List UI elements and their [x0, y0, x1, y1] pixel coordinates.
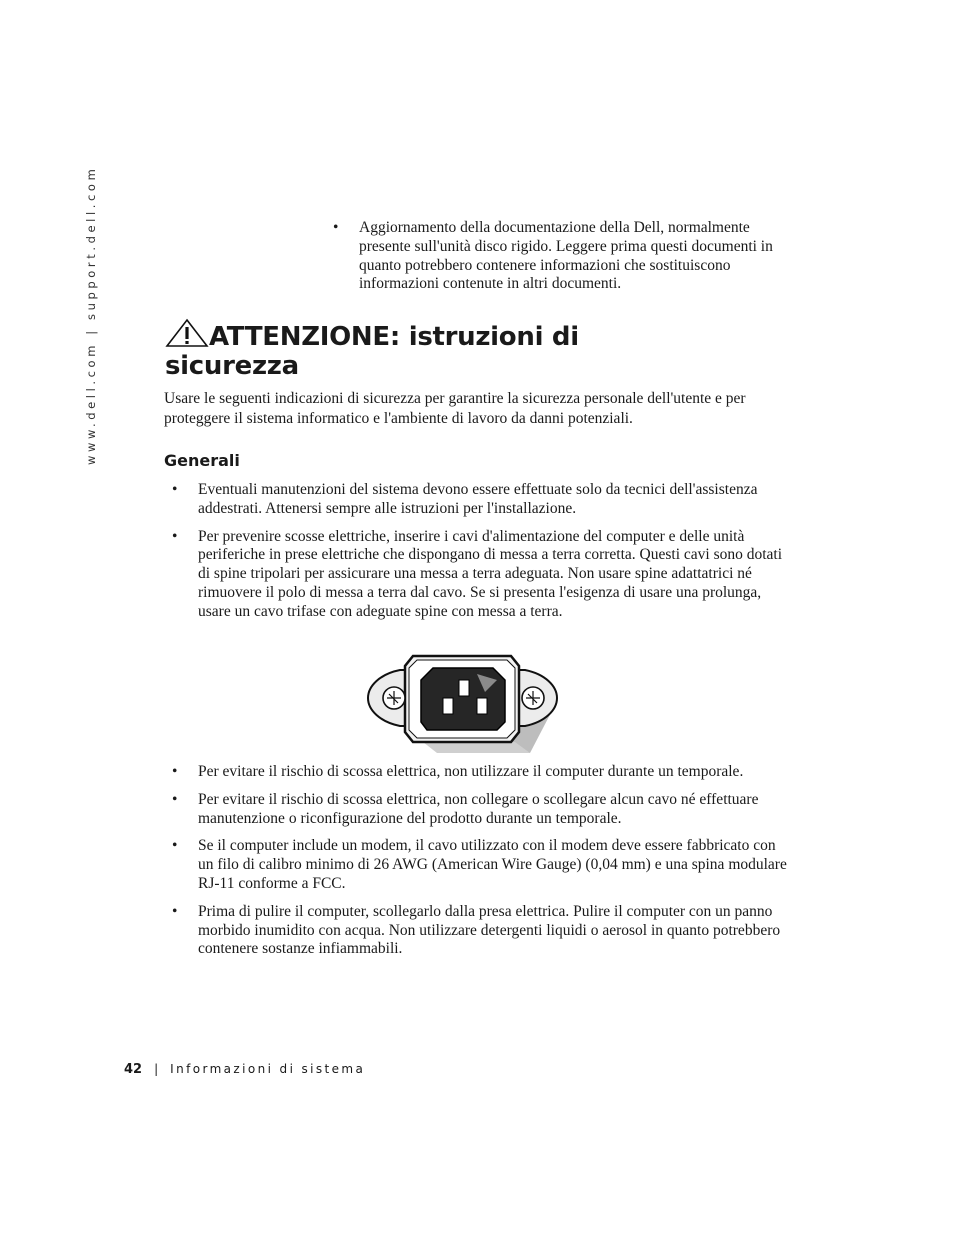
list-item-text: Prima di pulire il computer, scollegarlo dalla presa elettrica. Pulire il computer con un panno morbido inumidito con acqua. Non utilizzare detergenti liquidi o aerosol in quanto potrebbero contenere sostanze infiammabili.: [198, 902, 781, 958]
list-item: [172, 527, 788, 622]
top-bullet-list: [333, 219, 799, 294]
list-item-text: Se il computer include un modem, il cavo utilizzato con il modem deve essere fabbricato con un filo di calibro minimo di 26 AWG (American Wire Gauge) (0,04 mm) e una spina modulare RJ-11 conforme a FCC.: [198, 837, 787, 892]
bullet-dot: •: [172, 837, 178, 855]
footer-separator: |: [154, 1062, 159, 1076]
list-item-text: Aggiornamento della documentazione della Dell, normalmente presente sull'unità disco rigido. Leggere prima questi documenti in quanto potrebbero contenere informazioni che sostituiscono informazioni contenute in altri documenti.: [359, 219, 773, 293]
intro-paragraph: Usare le seguenti indicazioni di sicurezza per garantire la sicurezza personale dell'utente e per proteggere il sistema informatico e l'ambiente di lavoro da danni potenziali.: [164, 390, 746, 427]
safety-bullet-list: [172, 763, 788, 968]
list-item: [172, 763, 788, 782]
power-connector-illustration: [365, 650, 560, 756]
bullet-dot: •: [172, 527, 178, 545]
list-item: [172, 481, 788, 519]
list-item: [172, 902, 788, 959]
page-number: 42: [124, 1062, 143, 1077]
bullet-dot: •: [333, 219, 339, 236]
bullet-dot: •: [172, 763, 178, 780]
warning-triangle-icon: [165, 318, 209, 348]
footer-title: Informazioni di sistema: [170, 1062, 366, 1076]
bullet-dot: •: [172, 790, 178, 808]
side-url: www.dell.com | support.dell.com: [84, 165, 98, 465]
list-item-text: Eventuali manutenzioni del sistema devono essere effettuate solo da tecnici dell'assistenza addestrati. Attenersi sempre alle istruzioni per l'installazione.: [198, 481, 758, 517]
list-item: [172, 837, 788, 893]
subheading-generali: Generali: [164, 451, 240, 470]
list-item-text: Per evitare il rischio di scossa elettrica, non utilizzare il computer durante un temporale.: [198, 763, 744, 780]
bullet-dot: •: [172, 902, 178, 920]
heading-rest: istruzioni di sicurezza: [165, 322, 579, 381]
list-item-text: Per prevenire scosse elettriche, inserire i cavi d'alimentazione del computer e delle unità periferiche in prese elettriche che dispongano di messa a terra corretta. Questi cavi sono dotati di spine tripolari per assicurare una messa a terra adeguata. Non usare spine adattatrici né rimuovere il polo di messa a terra dal cavo. Se si presenta l'esigenza di usare una prolunga, usare un cavo trifase con adeguate spine con messa a terra.: [198, 527, 783, 620]
bullet-dot: •: [172, 481, 178, 498]
list-item-text: Per evitare il rischio di scossa elettrica, non collegare o scollegare alcun cavo né effettuare manutenzione o riconfigurazione del prodotto durante un temporale.: [198, 790, 759, 827]
heading-prefix: ATTENZIONE:: [209, 322, 400, 352]
section-heading: [165, 318, 635, 381]
general-bullet-list: [172, 481, 788, 631]
page-footer: [124, 1062, 365, 1077]
list-item: [333, 219, 799, 294]
list-item: [172, 790, 788, 829]
